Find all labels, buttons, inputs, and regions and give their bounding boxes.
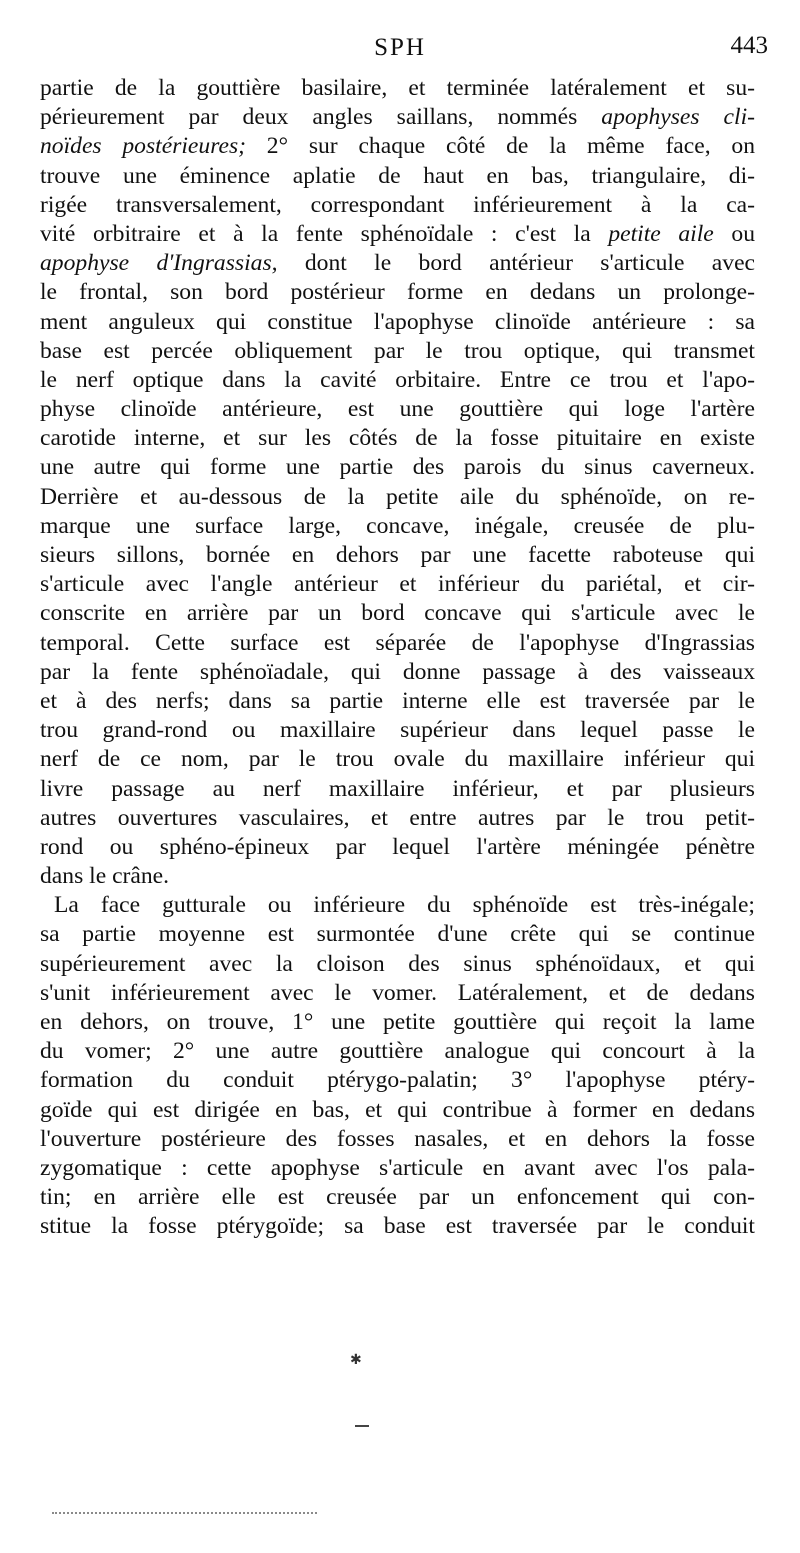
text-line: conscrite en arrière par un bord concave qui s'articule avec le [40,600,755,627]
text-line: partie de la gouttière basilaire, et terminée latéralement et su- [40,75,755,101]
italic-term: apophyse d'Ingrassias, [40,250,278,277]
text-line: temporal. Cette surface est séparée de l'apophyse d'Ingrassias [40,629,755,656]
running-title: SPH [374,34,426,61]
text-line: sa partie moyenne est surmontée d'une crête qui se continue [40,921,755,948]
text-line: sieurs sillons, bornée en dehors par une facette raboteuse qui [40,542,755,568]
text-line: s'articule avec l'angle antérieur et inférieur du pariétal, et cir- [40,571,755,598]
text-line: noïdes postérieures; 2° sur chaque côté de la même face, on [40,133,755,160]
text-line: l'ouverture postérieure des fosses nasales, et en dehors la fosse [40,1125,755,1152]
text-line: et à des nerfs; dans sa partie interne elle est traversée par le [40,687,755,714]
text-line: dans le crâne. [40,863,170,890]
text-line: périeurement par deux angles saillans, nommés apophyses cli- [40,104,755,131]
text-line: stitue la fosse ptérygoïde; sa base est traversée par le conduit [40,1213,755,1240]
text-line: Derrière et au-dessous de la petite aile du sphénoïde, on re- [40,483,755,510]
text-line: tin; en arrière elle est creusée par un enfoncement qui con- [40,1184,755,1211]
italic-term: apophyses cli- [601,104,755,131]
dotted-footer-rule [52,1512,317,1514]
text-line: par la fente sphénoïadale, qui donne passage à des vaisseaux [40,658,755,685]
text-line: base est percée obliquement par le trou optique, qui transmet [40,337,755,364]
text-line: La face gutturale ou inférieure du sphénoïde est très-inégale; [54,892,755,919]
text-line: du vomer; 2° une autre gouttière analogue qui concourt à la [40,1038,755,1065]
body-text [40,74,755,1242]
text-line: carotide interne, et sur les côtés de la fosse pituitaire en existe [40,425,755,452]
text-line: formation du conduit ptérygo-palatin; 3° l'apophyse ptéry- [40,1067,755,1094]
italic-term: petite aile [608,220,714,247]
text-line: physe clinoïde antérieure, est une gouttière qui loge l'artère [40,396,755,423]
text-line: le frontal, son bord postérieur forme en dedans un prolonge- [40,279,755,306]
stray-dash [355,1425,369,1427]
text-line: livre passage au nerf maxillaire inférieur, et par plusieurs [40,775,755,802]
text-line: trou grand-rond ou maxillaire supérieur dans lequel passe le [40,717,755,744]
text-line: s'unit inférieurement avec le vomer. Latéralement, et de dedans [40,979,755,1006]
text-line: trouve une éminence aplatie de haut en bas, triangulaire, di- [40,162,755,189]
text-line: vité orbitraire et à la fente sphénoïdale : c'est la petite aile ou [40,220,755,247]
page-header [0,28,800,68]
italic-term: noïdes postérieures; [40,133,247,160]
text-line: marque une surface large, concave, inégale, creusée de plu- [40,512,755,539]
text-line: ment anguleux qui constitue l'apophyse clinoïde antérieure : sa [40,308,755,335]
text-line: une autre qui forme une partie des parois du sinus caverneux. [40,454,755,481]
page-number: 443 [730,32,768,59]
text-line: apophyse d'Ingrassias, dont le bord antérieur s'articule avec [40,250,756,277]
printer-mark: ✱ [350,1353,362,1368]
text-line: en dehors, on trouve, 1° une petite gouttière qui reçoit la lame [40,1009,755,1035]
text-line: le nerf optique dans la cavité orbitaire. Entre ce trou et l'apo- [40,366,755,393]
text-line: rond ou sphéno-épineux par lequel l'artère méningée pénètre [40,833,755,860]
text-line: autres ouvertures vasculaires, et entre autres par le trou petit- [40,804,755,831]
text-line: zygomatique : cette apophyse s'articule en avant avec l'os pala- [40,1154,755,1181]
text-line: supérieurement avec la cloison des sinus sphénoïdaux, et qui [40,950,755,977]
text-line: rigée transversalement, correspondant inférieurement à la ca- [40,191,755,218]
text-line: goïde qui est dirigée en bas, et qui contribue à former en dedans [40,1096,755,1123]
text-line: nerf de ce nom, par le trou ovale du maxillaire inférieur qui [40,746,755,773]
